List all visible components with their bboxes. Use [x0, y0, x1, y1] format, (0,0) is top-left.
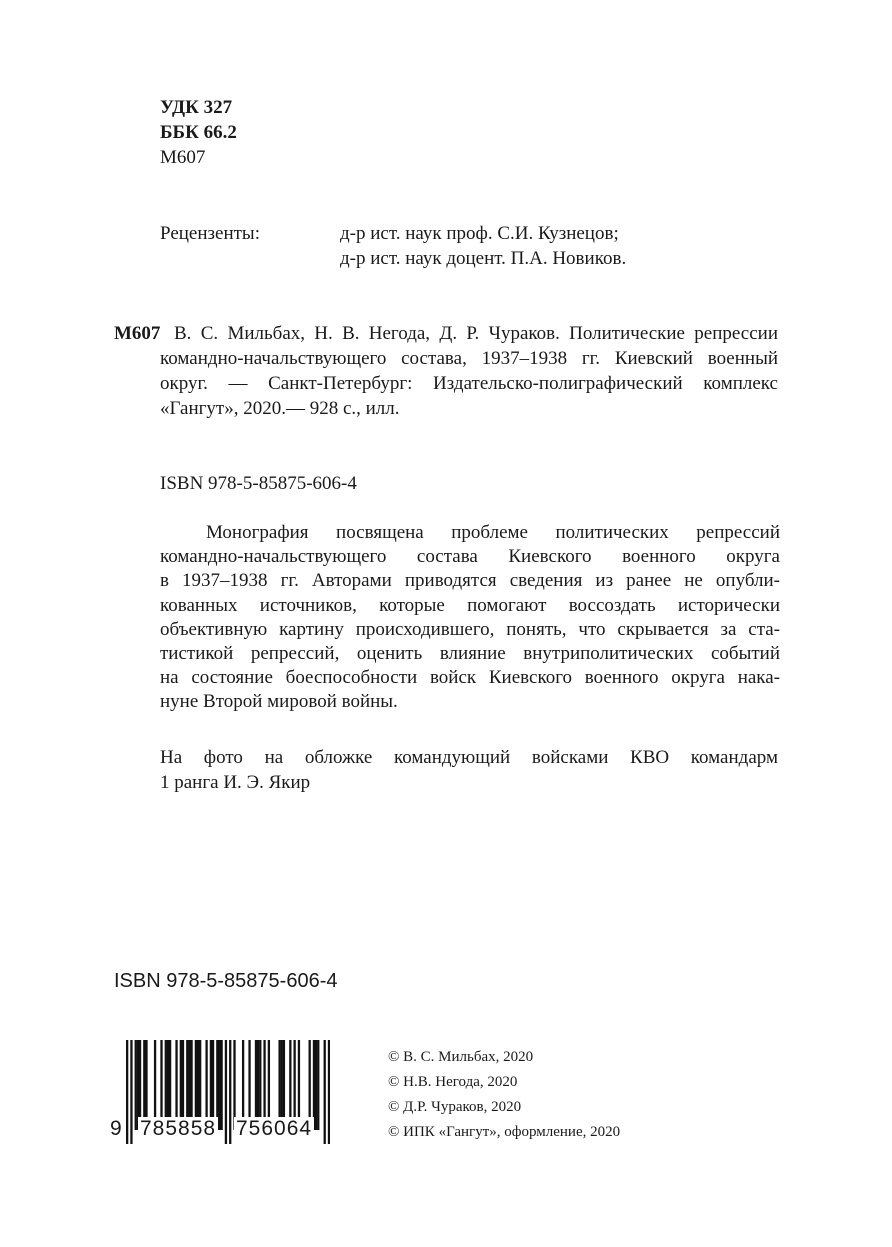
barcode-right-digits: 756064 — [236, 1117, 313, 1140]
annotation-line: Монография посвящена проблеме политических репрессий — [206, 522, 780, 543]
bibliographic-line: «Гангут», 2020.— 928 с., илл. — [160, 398, 400, 419]
annotation — [160, 521, 780, 715]
isbn-text: ISBN 978-5-85875-606-4 — [160, 473, 357, 494]
isbn-bottom-text: ISBN 978-5-85875-606-4 — [114, 970, 338, 992]
cover-note-line: 1 ранга И. Э. Якир — [160, 772, 311, 793]
barcode-guard-bar — [225, 1040, 227, 1144]
author-mark-code: М607 — [160, 147, 206, 168]
bibliographic-line: В. С. Мильбах, Н. В. Негода, Д. Р. Чураков. Политические репрессии — [174, 323, 778, 344]
udk-code: УДК 327 — [160, 97, 233, 118]
annotation-line: нуне Второй мировой войны. — [160, 691, 398, 713]
barcode-bar — [135, 1040, 137, 1130]
cover-note-line: На фото на обложке командующий войсками КВО командарм — [160, 747, 778, 768]
bibliographic-code: М607 — [114, 323, 161, 344]
barcode-bar — [218, 1040, 220, 1130]
annotation-line: на состояние боеспособности войск Киевского военного округа нака- — [160, 667, 780, 689]
annotation-line: кованных источников, которые помогают воссоздать исторически — [160, 594, 780, 616]
copyright-line: © ИПК «Гангут», оформление, 2020 — [388, 1124, 621, 1140]
barcode-guard-bar — [324, 1040, 326, 1144]
barcode-first-digit: 9 — [110, 1117, 123, 1140]
barcode-guard-bar — [328, 1040, 330, 1144]
bibliographic-line: округ. — Санкт-Петербург: Издательско-полиграфический комплекс — [160, 373, 778, 394]
copyright-line: © Д.Р. Чураков, 2020 — [388, 1099, 522, 1115]
reviewer-name: д-р ист. наук проф. С.И. Кузнецов; — [340, 223, 619, 244]
copyright-line: © В. С. Мильбах, 2020 — [388, 1049, 534, 1065]
annotation-line: в 1937–1938 гг. Авторами приводятся сведения из ранее не опубли- — [160, 570, 780, 592]
copyright-line: © Н.В. Негода, 2020 — [388, 1074, 518, 1090]
annotation-line: тистикой репрессий, оценить влияние внутриполитических событий — [160, 643, 780, 665]
bbk-code: ББК 66.2 — [160, 122, 237, 143]
barcode-bar — [220, 1040, 222, 1130]
annotation-line: объективную картину происходившего, понять, что скрывается за ста- — [160, 618, 780, 640]
barcode-guard-bar — [130, 1040, 132, 1144]
barcode-bar — [315, 1040, 317, 1130]
annotation-line: командно-начальствующего состава Киевского военного округа — [160, 546, 780, 568]
barcode-guard-bar — [229, 1040, 231, 1144]
barcode-bar — [317, 1040, 319, 1130]
bibliographic-line: командно-начальствующего состава, 1937–1938 гг. Киевский военный — [160, 348, 778, 369]
reviewers-label: Рецензенты: — [160, 223, 260, 244]
barcode-guard-bar — [126, 1040, 128, 1144]
barcode-left-digits: 785858 — [140, 1117, 217, 1140]
reviewer-name: д-р ист. наук доцент. П.А. Новиков. — [340, 248, 627, 269]
